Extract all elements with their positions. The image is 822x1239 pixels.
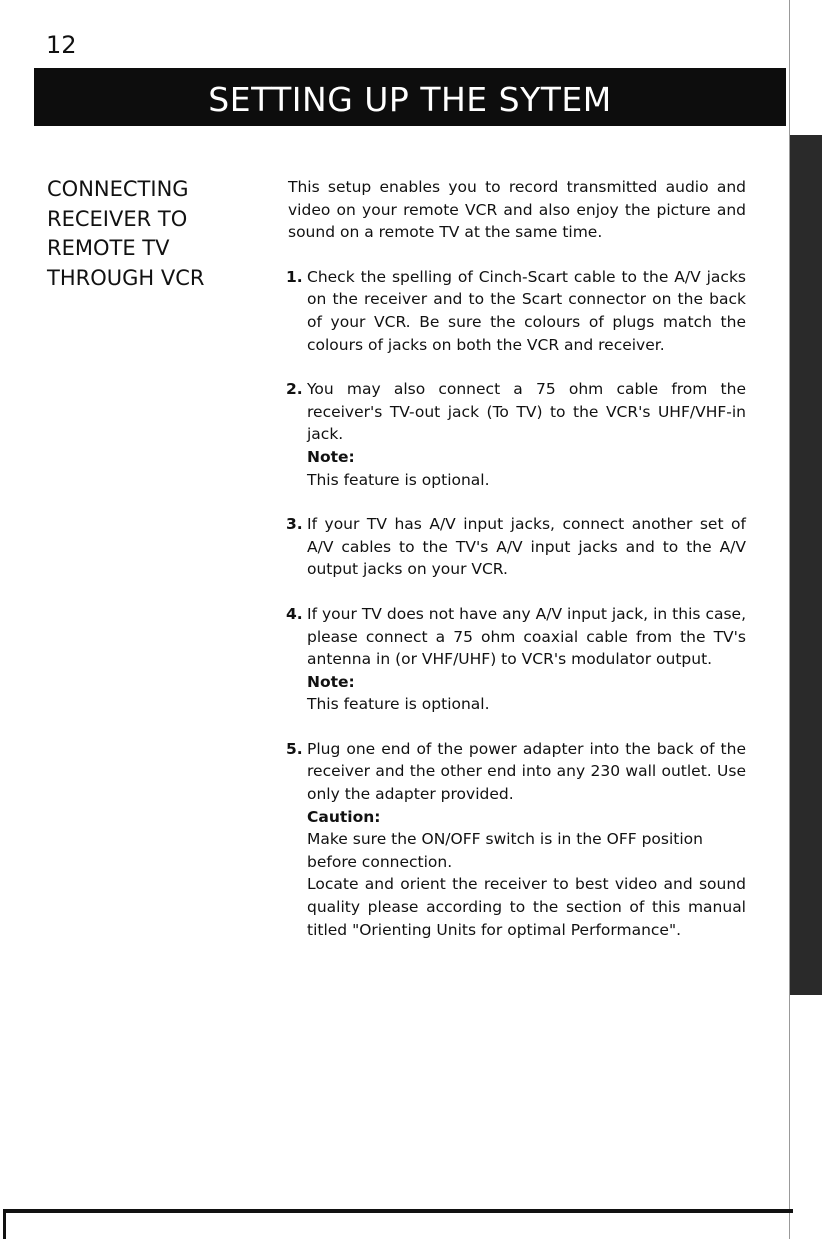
- step-number: 4.: [286, 604, 303, 623]
- step-number: 2.: [286, 380, 303, 399]
- section-heading: [47, 175, 267, 293]
- note-text: This feature is optional.: [307, 470, 490, 489]
- intro-paragraph: This setup enables you to record transmitted audio and video on your remote VCR and also enjoy the picture and sound on a remote TV at the same time.: [288, 178, 746, 242]
- step-extra-text: Locate and orient the receiver to best video and sound quality please according to the section of this manual titled "Orienting Units for optimal Performance".: [307, 875, 746, 939]
- section-heading-line: CONNECTING: [47, 177, 189, 201]
- section-heading-line: REMOTE TV: [47, 236, 170, 260]
- section-heading-line: THROUGH VCR: [47, 265, 205, 290]
- title-bar: [34, 68, 786, 126]
- step-3: [288, 513, 746, 581]
- step-text: Plug one end of the power adapter into the back of the receiver and the other end into any 230 wall outlet. Use only the adapter provided.: [307, 739, 746, 804]
- step-number: 5.: [286, 739, 303, 758]
- note-text: This feature is optional.: [307, 695, 490, 714]
- caution-label: Caution:: [307, 807, 381, 826]
- step-1: [288, 266, 746, 356]
- body-column: [288, 176, 746, 941]
- step-text: If your TV has A/V input jacks, connect another set of A/V cables to the TV's A/V input jacks and to the A/V output jacks on your VCR.: [307, 515, 746, 579]
- page-number: 12: [46, 31, 77, 59]
- page-title: SETTING UP THE SYTEM: [208, 79, 612, 119]
- section-heading-line: RECEIVER TO: [47, 206, 188, 231]
- step-text: Check the spelling of Cinch-Scart cable to the A/V jacks on the receiver and to the Scart connector on the back of your VCR. Be sure the colours of plugs match the colours of jacks on both the VCR and receiver.: [307, 267, 746, 354]
- corner-mark: [3, 1209, 6, 1239]
- step-number: 1.: [286, 267, 303, 286]
- scan-edge-shadow: [790, 135, 822, 995]
- step-2: [288, 378, 746, 491]
- bottom-rule: [3, 1209, 793, 1213]
- step-text: You may also connect a 75 ohm cable from the receiver's TV-out jack (To TV) to the VCR's UHF/VHF-in jack.: [307, 380, 746, 444]
- step-4: [288, 603, 746, 716]
- step-5: [288, 738, 746, 941]
- step-number: 3.: [286, 515, 303, 534]
- note-label: Note:: [307, 672, 355, 691]
- step-text: If your TV does not have any A/V input jack, in this case, please connect a 75 ohm coaxial cable from the TV's antenna in (or VHF/UHF) to VCR's modulator output.: [307, 604, 746, 669]
- note-label: Note:: [307, 447, 355, 466]
- caution-text: Make sure the ON/OFF switch is in the OFF position before connection.: [307, 830, 703, 871]
